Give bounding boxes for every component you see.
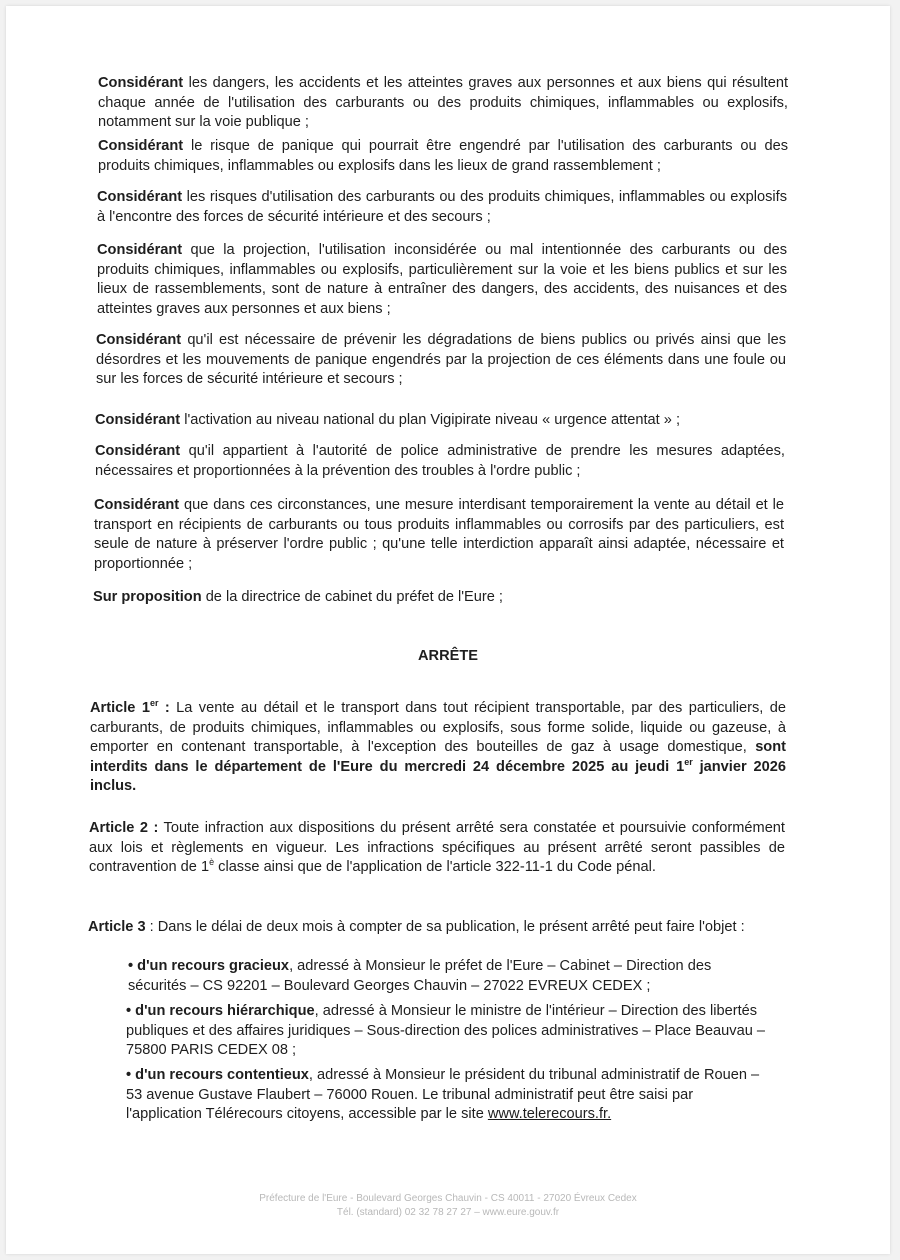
considerant-7: Considérant qu'il appartient à l'autorité de police administrative de prendre les mesures adaptées, nécessaires et proportionnées à la prévention des troubles à l'ordre public ; <box>95 443 785 479</box>
footer-contact: Tél. (standard) 02 32 78 27 27 – www.eure.gouv.fr <box>336 1207 560 1218</box>
considerant-3: Considérant les risques d'utilisation des carburants ou des produits chimiques, inflammables ou explosifs à l'encontre des forces de sécurité intérieure et des secours ; <box>97 189 787 225</box>
article-2: Article 2 : Toute infraction aux dispositions du présent arrêté sera constatée et poursuivie conformément aux lois et règlements en vigueur. Les infractions spécifiques au présent arrêté seront passibles de contravention de $1^è$ classe ainsi que de l'application de l'article 322-11-1 du Code pénal. <box>89 820 785 876</box>
telerecours-link[interactable]: www.telerecours.fr. <box>487 1106 612 1123</box>
article-1: Article 1er : La vente au détail et le transport dans tout récipient transportable, par des particuliers, de carburants, de produits chimiques, inflammables ou explosifs, sous forme solide, liquide ou gazeuse, à emporter en contenant transportable, à l'exception des bouteilles de gaz à usage domestique, sont interdits dans le département de l'Eure du mercredi 24 décembre 2025 au jeudi 1er janvier 2026 inclus. <box>90 698 786 795</box>
recours-contentieux-item: • d'un recours contentieux, adressé à Monsieur le président du tribunal administratif de Rouen – 53 avenue Gustave Flaubert – 76000 Rouen. Le tribunal administratif peut être saisi par l'application Télérecours citoyens, accessible par le site www.telerecours.fr. <box>126 1067 760 1123</box>
document-page <box>6 6 890 1254</box>
considerant-6: Considérant l'activation au niveau national du plan Vigipirate niveau « urgence attentat » ; <box>95 412 681 428</box>
considerant-4: Considérant que la projection, l'utilisation inconsidérée ou mal intentionnée des carburants ou des produits chimiques, inflammables ou explosifs, particulièrement sur la voie et les biens publics et sur les lieux de rassemblements, sont de nature à entraîner des dangers, des accidents, des nuisances et des atteintes graves aux personnes et aux biens ; <box>97 242 787 317</box>
sur-proposition: Sur proposition de la directrice de cabinet du préfet de l'Eure ; <box>93 589 503 605</box>
considerant-8: Considérant que dans ces circonstances, une mesure interdisant temporairement la vente au détail et le transport en récipients de carburants ou tous produits inflammables ou corrosifs par des particuliers, est seule de nature à préserver l'ordre public ; qu'une telle interdiction apparaît ainsi adaptée, nécessaire et proportionnée ; <box>94 497 784 572</box>
document-title: ARRÊTE <box>418 648 478 664</box>
considerant-1: Considérant les dangers, les accidents et les atteintes graves aux personnes et aux biens qui résultent chaque année de l'utilisation des carburants ou des produits chimiques, inflammables ou explosifs, notamment sur la voie publique ; <box>98 75 788 131</box>
recours-hierarchique-item: • d'un recours hiérarchique, adressé à Monsieur le ministre de l'intérieur – Direction des libertés publiques et des affaires juridiques – Sous-direction des polices administratives – Place Beauvau – 75800 PARIS CEDEX 08 ; <box>126 1003 765 1059</box>
article-3: Article 3 : Dans le délai de deux mois à compter de sa publication, le présent arrêté peut faire l'objet : <box>88 919 745 935</box>
footer-address: Préfecture de l'Eure - Boulevard Georges Chauvin - CS 40011 - 27020 Évreux Cedex <box>259 1193 637 1204</box>
considerant-2: Considérant le risque de panique qui pourrait être engendré par l'utilisation des carburants ou des produits chimiques, inflammables ou explosifs dans les lieux de grand rassemblement ; <box>98 138 788 174</box>
recours-gracieux-item: • d'un recours gracieux, adressé à Monsieur le préfet de l'Eure – Cabinet – Direction des sécurités – CS 92201 – Boulevard Georges Chauvin – 27022 EVREUX CEDEX ; <box>128 958 712 994</box>
considerant-5: Considérant qu'il est nécessaire de prévenir les dégradations de biens publics ou privés ainsi que les désordres et les mouvements de panique engendrés par la projection de ces éléments dans une foule ou sur les forces de sécurité intérieure et secours ; <box>96 332 786 388</box>
